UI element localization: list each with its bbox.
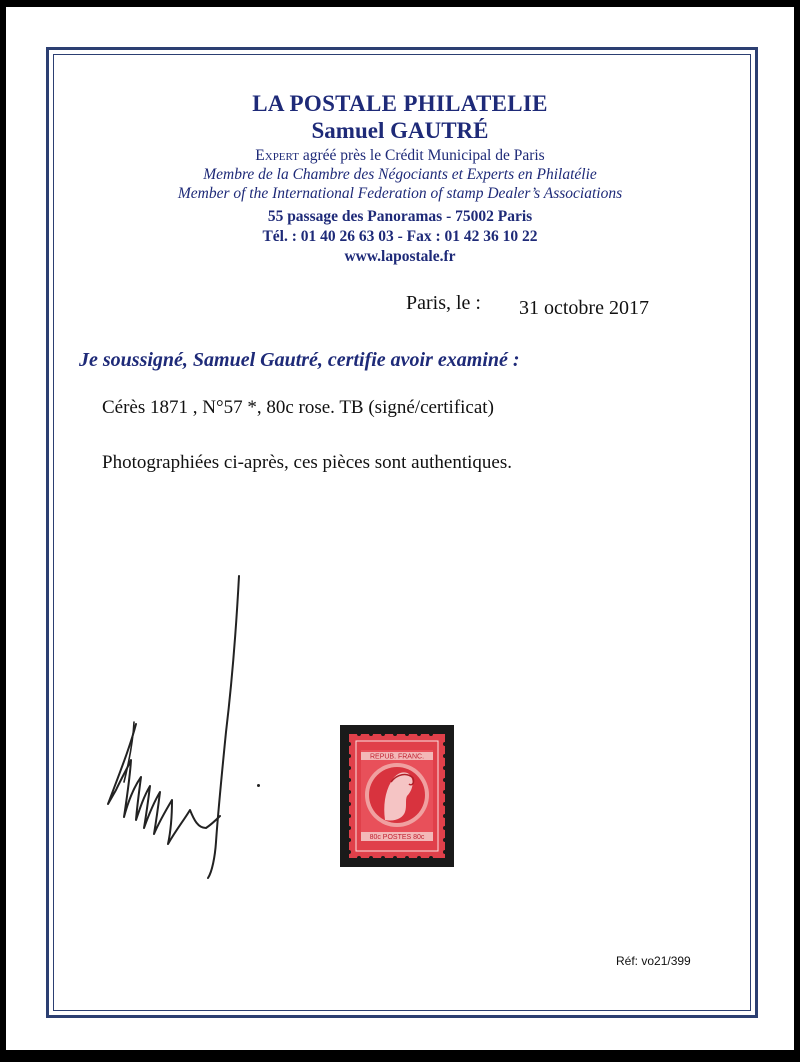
expert-name: Samuel GAUTRÉ — [311, 118, 489, 143]
expert-accreditation-text: agréé près le Crédit Municipal de Paris — [298, 147, 545, 164]
stamp-photo — [340, 725, 454, 867]
stamp-top-inscription: REPUB. FRANC. — [369, 753, 425, 761]
signature-dot — [257, 784, 260, 787]
membership-line-fr: Membre de la Chambre des Négociants et Experts en Philatélie — [203, 166, 597, 183]
handwritten-signature — [86, 572, 286, 882]
stamp-image — [349, 734, 445, 858]
certification-intro: Je soussigné, Samuel Gautré, certifie avoir examiné : — [79, 349, 520, 371]
phone-fax: Tél. : 01 40 26 63 03 - Fax : 01 42 36 10 22 — [262, 228, 538, 245]
certificate-page — [6, 7, 794, 1050]
stamp-bottom-inscription: 80c POSTES 80c — [369, 834, 425, 841]
certificate-date: 31 octobre 2017 — [519, 297, 649, 319]
company-name: LA POSTALE PHILATELIE — [252, 91, 548, 116]
examined-item: Cérès 1871 , N°57 *, 80c rose. TB (signé/certificat) — [102, 397, 494, 418]
membership-line-en: Member of the International Federation of stamp Dealer’s Associations — [177, 185, 623, 202]
website: www.lapostale.fr — [344, 248, 456, 265]
address: 55 passage des Panoramas - 75002 Paris — [267, 208, 533, 225]
expert-label: Expert — [255, 147, 299, 164]
reference-number: Réf: vo21/399 — [616, 954, 691, 968]
authenticity-statement: Photographiées ci-après, ces pièces sont authentiques. — [102, 452, 512, 473]
place-label: Paris, le : — [406, 292, 481, 314]
expert-accreditation — [6, 147, 794, 165]
